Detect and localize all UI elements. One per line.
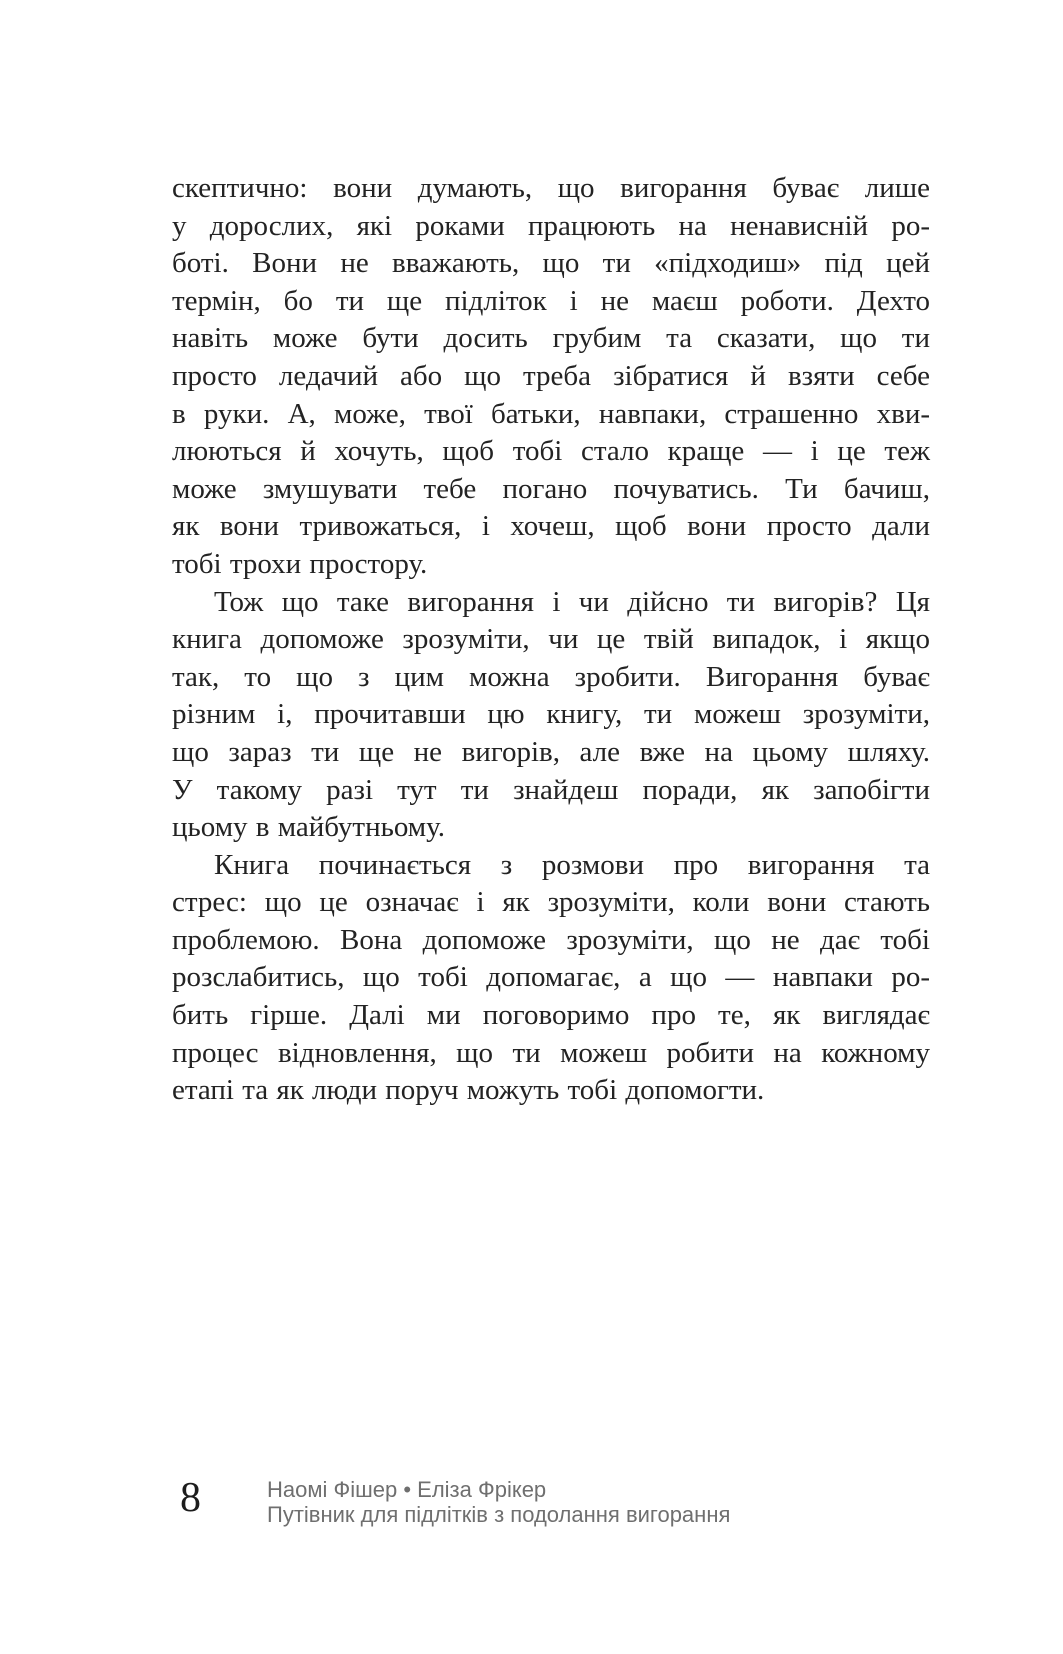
text-line: проблемою. Вона допоможе зрозуміти, що не дає тобі <box>172 923 930 956</box>
text-line: як вони тривожаться, і хочеш, щоб вони просто дали <box>172 510 930 543</box>
text-line: люються й хочуть, щоб тобі стало краще — і це теж <box>172 435 930 468</box>
text-line: стрес: що це означає і як зрозуміти, коли вони стають <box>172 886 930 919</box>
footer-authors: Наомі Фішер • Еліза Фрікер <box>267 1477 547 1502</box>
text-line: бить гірше. Далі ми поговоримо про те, як виглядає <box>172 999 930 1032</box>
text-line: цьому в майбутньому. <box>172 811 445 844</box>
text-line: скептично: вони думають, що вигорання буває лише <box>172 172 930 204</box>
text-line: термін, бо ти ще підліток і не маєш роботи. Дехто <box>172 284 930 317</box>
text-line: Книга починається з розмови про вигорання та <box>214 848 930 881</box>
text-line: що зараз ти ще не вигорів, але вже на цьому шляху. <box>172 735 930 768</box>
footer-info <box>267 1477 730 1527</box>
text-line: в руки. А, може, твої батьки, навпаки, страшенно хви- <box>172 397 930 430</box>
text-line: навіть може бути досить грубим та сказати, що ти <box>172 322 930 355</box>
text-line: може змушувати тебе погано почуватись. Ти бачиш, <box>172 472 930 505</box>
page-number: 8 <box>180 1475 201 1521</box>
footer-book-title: Путівник для підлітків з подолання вигорання <box>267 1502 731 1527</box>
text-line: боті. Вони не вважають, що ти «підходиш» під цей <box>172 247 930 280</box>
text-line: У такому разі тут ти знайдеш поради, як запобігти <box>172 773 930 806</box>
text-line: книга допоможе зрозуміти, чи це твій випадок, і якщо <box>172 623 930 656</box>
text-line: етапі та як люди поруч можуть тобі допомогти. <box>172 1074 765 1107</box>
text-line: процес відновлення, що ти можеш робити на кожному <box>172 1036 930 1069</box>
text-line: так, то що з цим можна зробити. Вигорання буває <box>172 660 930 693</box>
text-line: тобі трохи простору. <box>172 547 428 580</box>
text-line: різним і, прочитавши цю книгу, ти можеш зрозуміти, <box>172 698 930 731</box>
text-line: Тож що таке вигорання і чи дійсно ти вигорів? Ця <box>214 585 930 618</box>
text-line: у дорослих, які роками працюють на ненависній ро- <box>172 209 930 242</box>
text-line: просто ледачий або що треба зібратися й взяти себе <box>172 359 930 392</box>
body-text <box>172 170 930 1110</box>
text-line: розслабитись, що тобі допомагає, а що — навпаки ро- <box>172 961 930 994</box>
